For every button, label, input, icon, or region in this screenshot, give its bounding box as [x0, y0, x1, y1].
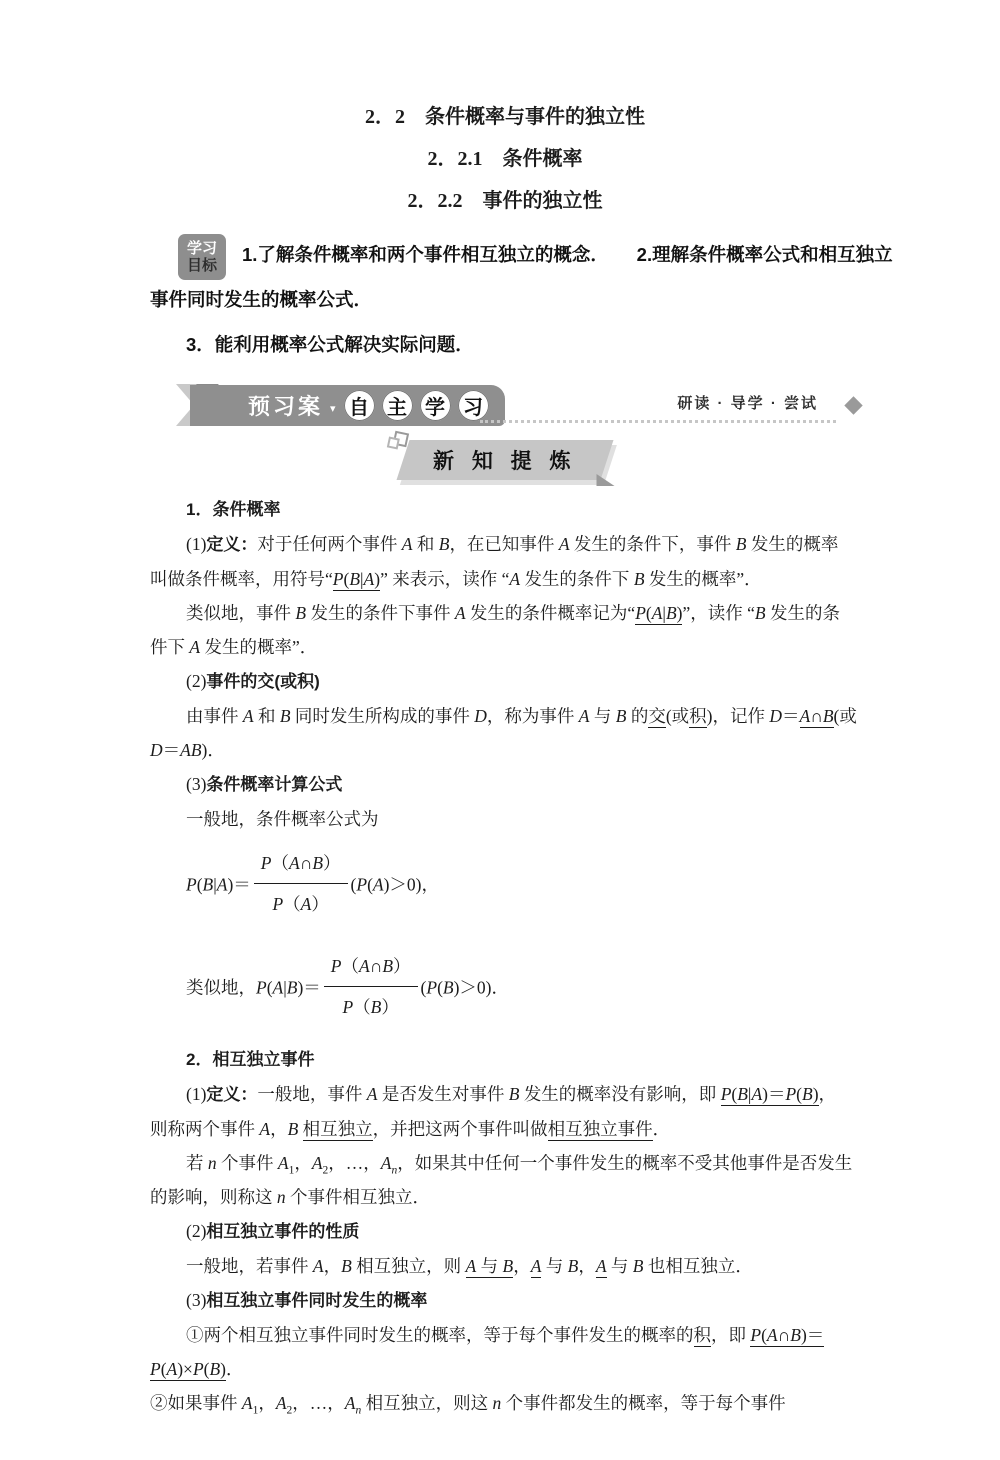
text-line: 一般地，若事件 A，B 相互独立，则 A 与 B，A 与 B，A 与 B 也相互独立． — [186, 1256, 753, 1276]
text-line: 一般地，条件概率公式为 — [186, 809, 379, 829]
chapter-title: 2．2 条件概率与事件的独立性 — [365, 106, 645, 128]
preview-banner — [150, 382, 860, 430]
learning-objectives — [150, 232, 893, 367]
text-line: (1)定义：对于任何两个事件 A 和 B，在已知事件 A 发生的条件下，事件 B 发生的概率 — [186, 534, 839, 554]
banner-bar — [190, 385, 505, 426]
objective-line-3: 3．能利用概率公式解决实际问题． — [186, 334, 474, 355]
text-line: ①两个相互独立事件同时发生的概率，等于每个事件发生的概率的积，即 P(A∩B)＝ — [186, 1325, 825, 1345]
text-line: (2)相互独立事件的性质 — [186, 1221, 360, 1241]
text-line: ②如果事件 $A_1$，$A_2$，…，$A_n$ 相互独立，则这 n 个事件都发生的概率，等于每个事件 — [150, 1393, 786, 1417]
circled-char: 学 — [420, 390, 451, 421]
fraction: $\frac{P(A\cap B)}{P(A)}$ — [254, 846, 348, 921]
text-line: P(A)×P(B)． — [150, 1359, 244, 1379]
text-line: 类似地，事件 B 发生的条件下事件 A 发生的条件概率记为“P(A|B)”，读作 “B 发生的条 — [186, 603, 840, 623]
heading-1: 1．条件概率 — [186, 500, 281, 519]
text-line: (3)相互独立事件同时发生的概率 — [186, 1290, 428, 1310]
text-line: 叫做条件概率，用符号“P(B|A)” 来表示，读作 “A 发生的条件下 B 发生的概率”． — [150, 569, 762, 589]
objective-line-2: 事件同时发生的概率公式． — [150, 289, 373, 310]
objectives-badge — [178, 234, 226, 280]
section-title-2: 2．2.2 事件的独立性 — [407, 190, 603, 212]
pen-icon — [393, 431, 410, 448]
section-header-wrap — [150, 440, 860, 480]
text-line: 若 n 个事件 $A_1$，$A_2$，…，$A_n$，如果其中任何一个事件发生的概率不受其他事件是否发生 — [186, 1153, 853, 1177]
text-line: D＝AB)． — [150, 740, 225, 760]
text-line: 的影响，则称这 n 个事件相互独立． — [150, 1187, 430, 1207]
dotted-rule — [480, 420, 836, 423]
corner-triangle-icon — [596, 474, 614, 486]
fraction: $\frac{P(A\cap B)}{P(B)}$ — [324, 949, 418, 1024]
badge-text-bottom: 目标 — [186, 257, 217, 274]
section-title-1: 2．2.1 条件概率 — [427, 148, 583, 170]
objective-line-1: 1.了解条件概率和两个事件相互独立的概念． 2.理解条件概率公式和相互独立 — [242, 244, 893, 265]
banner-title: 预习案 — [248, 394, 324, 419]
text-line: 则称两个事件 A，B 相互独立，并把这两个事件叫做相互独立事件． — [150, 1119, 671, 1139]
circled-char: 习 — [458, 390, 489, 421]
diamond-icon — [844, 396, 862, 414]
badge-text-top: 学习 — [186, 240, 217, 257]
formula-line: P(B|A)＝ $\frac{P(A\cap B)}{P(A)}$ (P(A)＞0)， — [150, 836, 860, 939]
text-line: (3)条件概率计算公式 — [186, 774, 343, 794]
formula-line: 类似地，P(A|B)＝ $\frac{P(A\cap B)}{P(B)}$ (P(B)＞0)． — [150, 939, 860, 1042]
text-line: 由事件 A 和 B 同时发生所构成的事件 D，称为事件 A 与 B 的交(或积)，记作 D＝A∩B(或 — [186, 706, 857, 726]
heading-2: 2．相互独立事件 — [186, 1050, 315, 1069]
banner-slogan: 研读 · 导学 · 尝试 — [677, 395, 818, 412]
section-header-label: 新 知 提 炼 — [433, 450, 577, 473]
text-line: (2)事件的交(或积) — [186, 671, 320, 691]
text-line: 件下 A 发生的概率”． — [150, 637, 318, 657]
lesson-content — [150, 492, 860, 1420]
section-header — [397, 440, 614, 480]
triangle-separator-icon: ▾ — [330, 403, 336, 415]
text-line: (1)定义：一般地，事件 A 是否发生对事件 B 发生的概率没有影响，即 P(B|A)＝P(B)， — [186, 1084, 837, 1104]
circled-char: 自 — [344, 390, 375, 421]
circled-char: 主 — [382, 390, 413, 421]
